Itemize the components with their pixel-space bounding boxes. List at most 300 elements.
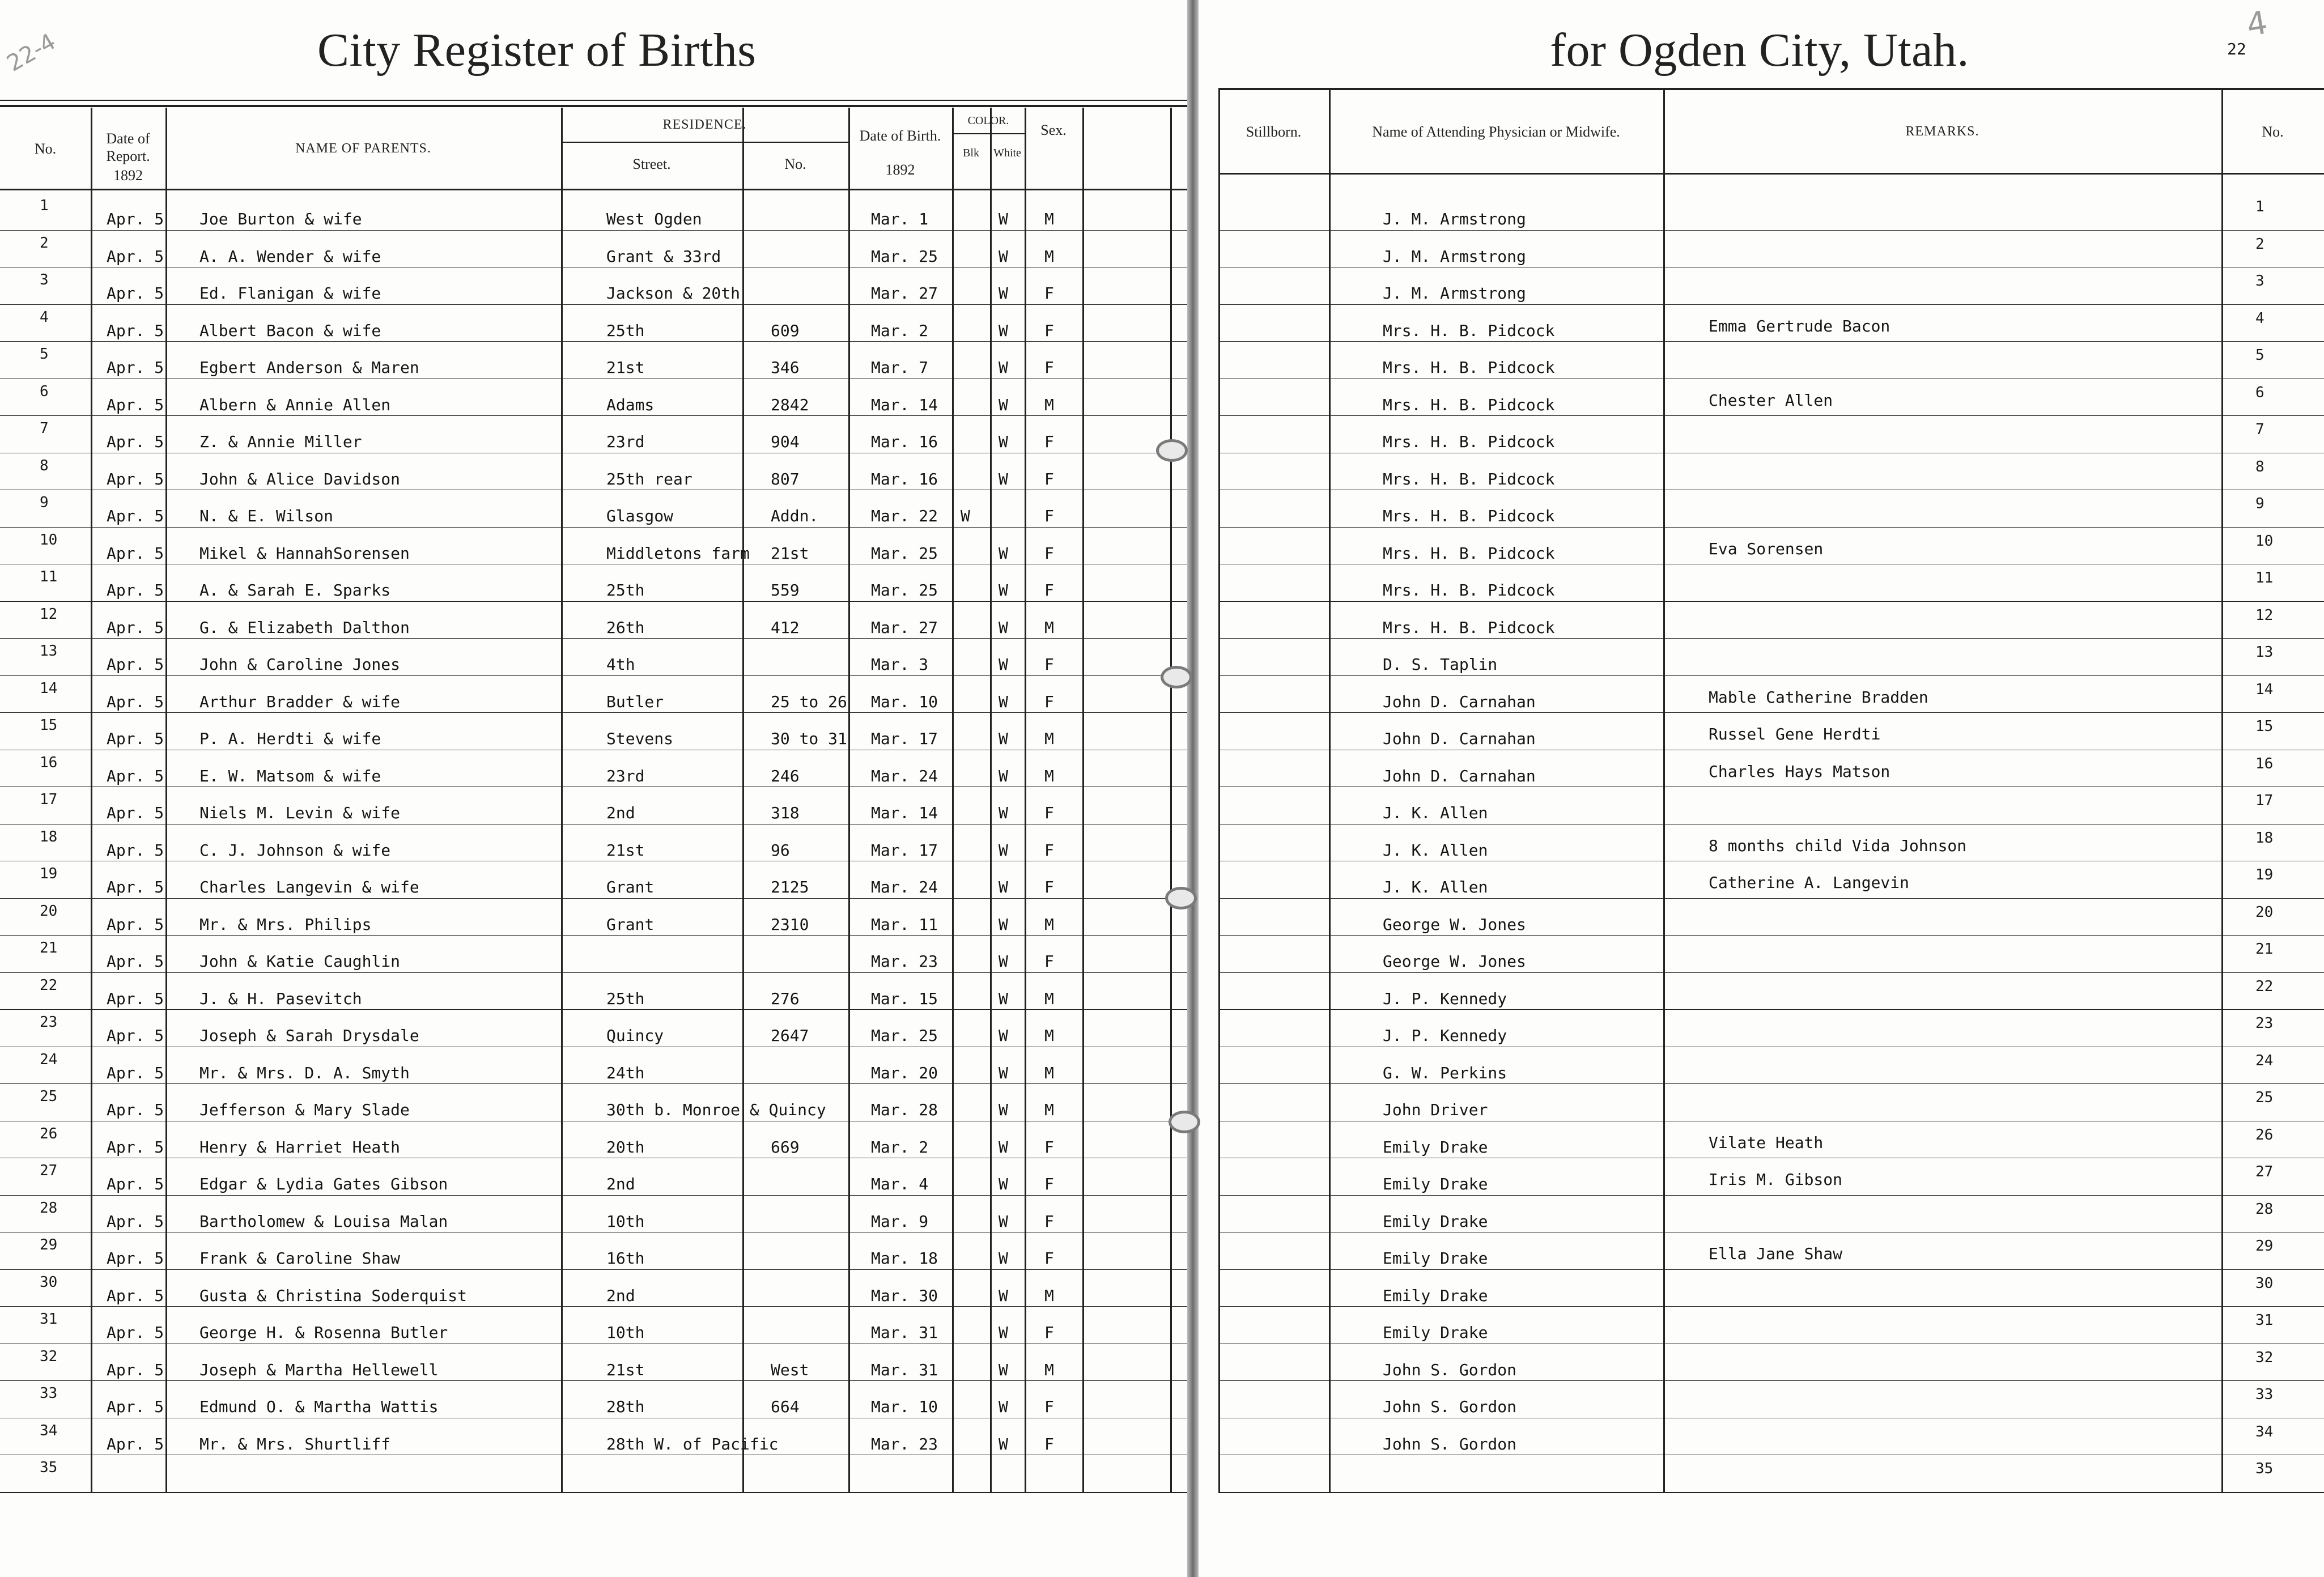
attending-physician: George W. Jones bbox=[1383, 952, 1526, 971]
row-rule bbox=[0, 230, 1187, 231]
birth-date: Mar. 31 bbox=[871, 1323, 938, 1342]
remarks: Chester Allen bbox=[1709, 390, 1833, 410]
entry-number-right: 10 bbox=[2255, 532, 2274, 550]
attending-physician: John S. Gordon bbox=[1383, 1360, 1517, 1379]
report-date: Apr. 5 bbox=[107, 1249, 164, 1268]
parents-name: N. & E. Wilson bbox=[199, 507, 334, 525]
entry-number: 33 bbox=[40, 1385, 58, 1402]
attending-physician: Emily Drake bbox=[1383, 1212, 1488, 1231]
residence-street: 21st bbox=[606, 840, 645, 860]
residence-street: 30th b. Monroe & Quincy bbox=[606, 1100, 826, 1119]
parents-name: George H. & Rosenna Butler bbox=[199, 1323, 448, 1342]
birth-date: Mar. 25 bbox=[871, 581, 938, 600]
row-rule bbox=[0, 1009, 1187, 1010]
parents-name: Albern & Annie Allen bbox=[199, 395, 391, 414]
attending-physician: J. P. Kennedy bbox=[1383, 1026, 1507, 1045]
entry-number-right: 11 bbox=[2255, 569, 2274, 586]
row-rule bbox=[1218, 1009, 2324, 1010]
entry-number-right: 30 bbox=[2255, 1274, 2274, 1292]
entry-number-right: 17 bbox=[2255, 792, 2274, 809]
attending-physician: J. M. Armstrong bbox=[1383, 210, 1526, 228]
color-white: W bbox=[999, 1026, 1008, 1045]
entry-number: 4 bbox=[40, 308, 49, 326]
page-number: 22 bbox=[2227, 40, 2246, 58]
color-white: W bbox=[999, 1137, 1008, 1157]
birth-date: Mar. 25 bbox=[871, 246, 938, 266]
birth-date: Mar. 27 bbox=[871, 618, 938, 637]
residence-number: 346 bbox=[771, 358, 800, 377]
register-title-continued: for Ogden City, Utah. bbox=[1550, 24, 1969, 76]
residence-street: 25th bbox=[606, 321, 645, 340]
entry-number: 11 bbox=[40, 568, 58, 585]
birth-date: Mar. 11 bbox=[871, 915, 938, 934]
sex: F bbox=[1044, 1137, 1054, 1157]
header-top-rule-thin bbox=[0, 100, 1187, 101]
entry-number: 13 bbox=[40, 643, 58, 660]
color-white: W bbox=[999, 432, 1008, 451]
sex: F bbox=[1044, 432, 1054, 451]
residence-number: 96 bbox=[771, 840, 790, 860]
sex: F bbox=[1044, 878, 1054, 896]
birth-date: Mar. 27 bbox=[871, 284, 938, 303]
entry-number-right: 16 bbox=[2255, 755, 2274, 772]
residence-street: 21st bbox=[606, 358, 645, 377]
report-date: Apr. 5 bbox=[107, 952, 164, 971]
remarks: Emma Gertrude Bacon bbox=[1709, 316, 1890, 335]
parents-name: Joe Burton & wife bbox=[199, 210, 362, 228]
row-rule bbox=[1218, 1269, 2324, 1270]
residence-street: Quincy bbox=[606, 1026, 664, 1045]
row-rule bbox=[0, 638, 1187, 639]
row-rule bbox=[1218, 341, 2324, 342]
residence-street: 25th rear bbox=[606, 469, 692, 488]
attending-physician: John D. Carnahan bbox=[1383, 692, 1536, 711]
parents-name: Mr. & Mrs. D. A. Smyth bbox=[199, 1063, 410, 1082]
report-date: Apr. 5 bbox=[107, 840, 164, 860]
header-color: COLOR. bbox=[967, 114, 1009, 127]
column-rule bbox=[1329, 90, 1331, 1492]
entry-number: 30 bbox=[40, 1273, 58, 1291]
entry-number-right: 24 bbox=[2255, 1052, 2274, 1069]
residence-street: Grant bbox=[606, 915, 655, 934]
entry-number: 29 bbox=[40, 1236, 58, 1253]
row-rule bbox=[0, 415, 1187, 416]
birth-date: Mar. 15 bbox=[871, 989, 938, 1008]
attending-physician: Mrs. H. B. Pidcock bbox=[1383, 507, 1555, 525]
attending-physician: Emily Drake bbox=[1383, 1249, 1488, 1268]
residence-street: 24th bbox=[606, 1063, 645, 1082]
parents-name: John & Katie Caughlin bbox=[199, 952, 401, 971]
row-rule bbox=[1218, 638, 2324, 639]
color-white: W bbox=[999, 618, 1008, 637]
residence-street: 16th bbox=[606, 1249, 645, 1268]
row-rule bbox=[1218, 415, 2324, 416]
sex: F bbox=[1044, 1212, 1054, 1231]
header-date-of-birth: Date of Birth. bbox=[859, 127, 941, 144]
residence-number: 30 to 31 bbox=[771, 729, 847, 748]
header-residence: RESIDENCE. bbox=[662, 117, 747, 132]
sex: F bbox=[1044, 543, 1054, 563]
report-date: Apr. 5 bbox=[107, 655, 164, 674]
header-report-year: 1892 bbox=[113, 167, 143, 184]
header-top-rule bbox=[0, 105, 1187, 107]
birth-date: Mar. 2 bbox=[871, 1137, 929, 1157]
entry-number-right: 6 bbox=[2255, 384, 2264, 401]
remarks: Eva Sorensen bbox=[1709, 539, 1824, 558]
row-rule bbox=[0, 1269, 1187, 1270]
color-white: W bbox=[999, 1434, 1008, 1453]
residence-street: 23rd bbox=[606, 766, 645, 785]
sex: F bbox=[1044, 655, 1054, 674]
binder-ring bbox=[1165, 887, 1197, 909]
birth-date: Mar. 3 bbox=[871, 655, 929, 674]
attending-physician: Mrs. H. B. Pidcock bbox=[1383, 618, 1555, 637]
color-white: W bbox=[999, 246, 1008, 266]
residence-street: 23rd bbox=[606, 432, 645, 451]
color-white: W bbox=[999, 692, 1008, 711]
birth-date: Mar. 24 bbox=[871, 766, 938, 785]
color-white: W bbox=[999, 581, 1008, 600]
color-white: W bbox=[999, 1360, 1008, 1379]
entry-number-right: 25 bbox=[2255, 1089, 2274, 1106]
sex: M bbox=[1044, 1360, 1054, 1379]
birth-date: Mar. 18 bbox=[871, 1249, 938, 1268]
entry-number-right: 5 bbox=[2255, 347, 2264, 364]
row-rule bbox=[1218, 972, 2324, 973]
report-date: Apr. 5 bbox=[107, 284, 164, 303]
color-white: W bbox=[999, 729, 1008, 748]
header-sex: Sex. bbox=[1040, 122, 1067, 139]
header-no: No. bbox=[34, 140, 57, 157]
entry-number-right: 21 bbox=[2255, 941, 2274, 958]
entry-number-right: 13 bbox=[2255, 644, 2274, 661]
birth-date: Mar. 25 bbox=[871, 543, 938, 563]
report-date: Apr. 5 bbox=[107, 507, 164, 525]
row-rule bbox=[0, 675, 1187, 676]
row-rule bbox=[1218, 675, 2324, 676]
parents-name: P. A. Herdti & wife bbox=[199, 729, 381, 748]
header-stillborn: Stillborn. bbox=[1246, 123, 1302, 140]
sex: M bbox=[1044, 246, 1054, 266]
sex: M bbox=[1044, 210, 1054, 228]
attending-physician: Mrs. H. B. Pidcock bbox=[1383, 395, 1555, 414]
parents-name: Henry & Harriet Heath bbox=[199, 1137, 401, 1157]
entry-number-right: 20 bbox=[2255, 903, 2274, 921]
report-date: Apr. 5 bbox=[107, 469, 164, 488]
residence-number: Addn. bbox=[771, 507, 819, 525]
entry-number-right: 7 bbox=[2255, 421, 2264, 438]
sex: M bbox=[1044, 1026, 1054, 1045]
parents-name: A. & Sarah E. Sparks bbox=[199, 581, 391, 600]
report-date: Apr. 5 bbox=[107, 1026, 164, 1045]
residence-number: 609 bbox=[771, 321, 800, 340]
row-rule bbox=[0, 1306, 1187, 1307]
entry-number-right: 29 bbox=[2255, 1238, 2274, 1255]
attending-physician: Emily Drake bbox=[1383, 1323, 1488, 1342]
attending-physician: Mrs. H. B. Pidcock bbox=[1383, 432, 1555, 451]
report-date: Apr. 5 bbox=[107, 692, 164, 711]
report-date: Apr. 5 bbox=[107, 1286, 164, 1305]
attending-physician: Mrs. H. B. Pidcock bbox=[1383, 581, 1555, 600]
header-bottom-rule bbox=[1218, 173, 2324, 175]
color-white: W bbox=[999, 210, 1008, 228]
row-rule bbox=[1218, 1306, 2324, 1307]
row-rule bbox=[0, 601, 1187, 602]
entry-number: 5 bbox=[40, 346, 49, 363]
column-rule bbox=[1082, 108, 1084, 1492]
residence-street: West Ogden bbox=[606, 210, 702, 228]
entry-number-right: 1 bbox=[2255, 198, 2264, 215]
residence-street: 25th bbox=[606, 581, 645, 600]
binder-ring bbox=[1161, 666, 1192, 688]
attending-physician: Emily Drake bbox=[1383, 1137, 1488, 1157]
row-rule bbox=[1218, 712, 2324, 713]
color-white: W bbox=[999, 1249, 1008, 1268]
parents-name: John & Alice Davidson bbox=[199, 469, 401, 488]
row-rule bbox=[1218, 1083, 2324, 1084]
remarks: Russel Gene Herdti bbox=[1709, 725, 1881, 743]
residence-street: 10th bbox=[606, 1212, 645, 1231]
entry-number: 7 bbox=[40, 420, 49, 437]
residence-number: 904 bbox=[771, 432, 800, 451]
entry-number-right: 3 bbox=[2255, 273, 2264, 290]
attending-physician: J. P. Kennedy bbox=[1383, 989, 1507, 1008]
residence-number: 807 bbox=[771, 469, 800, 488]
sex: M bbox=[1044, 1286, 1054, 1305]
residence-street: Glasgow bbox=[606, 507, 674, 525]
pencil-note-left: 22-4 bbox=[2, 28, 61, 77]
row-rule bbox=[0, 1380, 1187, 1381]
residence-number: 412 bbox=[771, 618, 800, 637]
sex: F bbox=[1044, 581, 1054, 600]
residence-street: Adams bbox=[606, 395, 655, 414]
birth-date: Mar. 2 bbox=[871, 321, 929, 340]
attending-physician: G. W. Perkins bbox=[1383, 1063, 1507, 1082]
sex: M bbox=[1044, 1063, 1054, 1082]
residence-street: Middletons farm bbox=[606, 543, 750, 563]
row-rule bbox=[1218, 230, 2324, 231]
residence-street: 2nd bbox=[606, 804, 635, 822]
parents-name: E. W. Matsom & wife bbox=[199, 766, 381, 785]
report-date: Apr. 5 bbox=[107, 1137, 164, 1157]
entry-number: 10 bbox=[40, 531, 58, 549]
color-white: W bbox=[999, 1175, 1008, 1193]
birth-date: Mar. 24 bbox=[871, 878, 938, 896]
entry-number: 35 bbox=[40, 1459, 58, 1476]
report-date: Apr. 5 bbox=[107, 618, 164, 637]
parents-name: J. & H. Pasevitch bbox=[199, 989, 362, 1008]
column-rule bbox=[1025, 108, 1026, 1492]
color-white: W bbox=[999, 1100, 1008, 1119]
entry-number-right: 33 bbox=[2255, 1386, 2274, 1403]
row-rule bbox=[0, 898, 1187, 899]
color-white: W bbox=[999, 543, 1008, 563]
report-date: Apr. 5 bbox=[107, 1360, 164, 1379]
residence-street: 28th W. of Pacific bbox=[606, 1434, 779, 1453]
report-date: Apr. 5 bbox=[107, 1434, 164, 1453]
attending-physician: Mrs. H. B. Pidcock bbox=[1383, 469, 1555, 488]
row-rule bbox=[1218, 601, 2324, 602]
entry-number: 21 bbox=[40, 940, 58, 957]
entry-number: 2 bbox=[40, 234, 49, 252]
parents-name: Z. & Annie Miller bbox=[199, 432, 362, 451]
birth-date: Mar. 28 bbox=[871, 1100, 938, 1119]
residence-street: 4th bbox=[606, 655, 635, 674]
attending-physician: George W. Jones bbox=[1383, 915, 1526, 934]
birth-date: Mar. 16 bbox=[871, 432, 938, 451]
birth-date: Mar. 4 bbox=[871, 1175, 929, 1193]
entry-number: 20 bbox=[40, 902, 58, 920]
parents-name: Edgar & Lydia Gates Gibson bbox=[199, 1175, 448, 1193]
remarks: Vilate Heath bbox=[1709, 1133, 1824, 1152]
residence-street: 21st bbox=[606, 1360, 645, 1379]
attending-physician: John D. Carnahan bbox=[1383, 766, 1536, 785]
attending-physician: J. M. Armstrong bbox=[1383, 246, 1526, 266]
color-white: W bbox=[999, 1323, 1008, 1342]
report-date: Apr. 5 bbox=[107, 581, 164, 600]
report-date: Apr. 5 bbox=[107, 358, 164, 377]
entry-number-right: 31 bbox=[2255, 1312, 2274, 1329]
residence-street: 10th bbox=[606, 1323, 645, 1342]
sex: F bbox=[1044, 507, 1054, 525]
entry-number-right: 4 bbox=[2255, 309, 2264, 327]
remarks: Mable Catherine Bradden bbox=[1709, 687, 1928, 707]
attending-physician: J. M. Armstrong bbox=[1383, 284, 1526, 303]
header-residence-no: No. bbox=[784, 156, 806, 173]
parents-name: Bartholomew & Louisa Malan bbox=[199, 1212, 448, 1231]
birth-date: Mar. 7 bbox=[871, 358, 929, 377]
column-rule bbox=[990, 108, 992, 1492]
color-white: W bbox=[999, 915, 1008, 934]
birth-date: Mar. 25 bbox=[871, 1026, 938, 1045]
binder-ring bbox=[1169, 1111, 1200, 1133]
residence-number: 664 bbox=[771, 1397, 800, 1416]
sex: M bbox=[1044, 989, 1054, 1008]
sex: F bbox=[1044, 1175, 1054, 1193]
remarks: Charles Hays Matson bbox=[1709, 762, 1890, 781]
birth-date: Mar. 16 bbox=[871, 469, 938, 488]
column-rule bbox=[952, 108, 954, 1492]
remarks: Ella Jane Shaw bbox=[1709, 1244, 1843, 1263]
sex: M bbox=[1044, 729, 1054, 748]
entry-number: 24 bbox=[40, 1051, 58, 1068]
sex: F bbox=[1044, 1249, 1054, 1268]
birth-date: Mar. 1 bbox=[871, 210, 929, 228]
report-date: Apr. 5 bbox=[107, 1100, 164, 1119]
parents-name: Mr. & Mrs. Shurtliff bbox=[199, 1434, 391, 1453]
entry-number-right: 18 bbox=[2255, 829, 2274, 847]
parents-name: Charles Langevin & wife bbox=[199, 878, 419, 896]
remarks: Iris M. Gibson bbox=[1709, 1170, 1843, 1189]
color-white: W bbox=[999, 840, 1008, 860]
residence-number: 246 bbox=[771, 766, 800, 785]
attending-physician: J. K. Allen bbox=[1383, 804, 1488, 822]
column-rule bbox=[1170, 108, 1172, 1492]
entry-number: 8 bbox=[40, 457, 49, 474]
entry-number-right: 19 bbox=[2255, 866, 2274, 883]
remarks: Catherine A. Langevin bbox=[1709, 873, 1910, 892]
pencil-note-right: 4 bbox=[2244, 4, 2271, 44]
header-remarks: REMARKS. bbox=[1905, 124, 1979, 139]
parents-name: C. J. Johnson & wife bbox=[199, 840, 391, 860]
column-rule bbox=[1218, 90, 1220, 1492]
residence-street: 28th bbox=[606, 1397, 645, 1416]
column-rule bbox=[91, 108, 92, 1492]
entry-number: 1 bbox=[40, 197, 49, 214]
header-top-rule bbox=[1218, 88, 2324, 90]
color-white: W bbox=[999, 766, 1008, 785]
attending-physician: D. S. Taplin bbox=[1383, 655, 1498, 674]
residence-number: 2647 bbox=[771, 1026, 809, 1045]
row-rule bbox=[0, 304, 1187, 305]
birth-date: Mar. 30 bbox=[871, 1286, 938, 1305]
row-rule bbox=[1218, 304, 2324, 305]
parents-name: Joseph & Sarah Drysdale bbox=[199, 1026, 419, 1045]
birth-date: Mar. 23 bbox=[871, 1434, 938, 1453]
residence-number: 669 bbox=[771, 1137, 800, 1157]
color-blk: W bbox=[961, 507, 970, 525]
entry-number-right: 26 bbox=[2255, 1126, 2274, 1144]
entry-number: 15 bbox=[40, 717, 58, 734]
sex: F bbox=[1044, 284, 1054, 303]
entry-number-right: 2 bbox=[2255, 235, 2264, 253]
residence-street: 26th bbox=[606, 618, 645, 637]
birth-date: Mar. 10 bbox=[871, 692, 938, 711]
report-date: Apr. 5 bbox=[107, 766, 164, 785]
residence-street: 2nd bbox=[606, 1286, 635, 1305]
row-rule bbox=[0, 1195, 1187, 1196]
entry-number-right: 23 bbox=[2255, 1015, 2274, 1032]
color-split-rule bbox=[952, 133, 1025, 134]
report-date: Apr. 5 bbox=[107, 1323, 164, 1342]
entry-number: 31 bbox=[40, 1311, 58, 1328]
report-date: Apr. 5 bbox=[107, 1212, 164, 1231]
parents-name: Frank & Caroline Shaw bbox=[199, 1249, 401, 1268]
entry-number-right: 35 bbox=[2255, 1460, 2274, 1477]
residence-number: 25 to 26 bbox=[771, 692, 847, 711]
row-rule bbox=[1218, 1380, 2324, 1381]
birth-date: Mar. 17 bbox=[871, 729, 938, 748]
parents-name: Jefferson & Mary Slade bbox=[199, 1100, 410, 1119]
attending-physician: John S. Gordon bbox=[1383, 1434, 1517, 1453]
column-rule bbox=[165, 108, 167, 1492]
parents-name: G. & Elizabeth Dalthon bbox=[199, 618, 410, 637]
sex: F bbox=[1044, 952, 1054, 971]
birth-date: Mar. 9 bbox=[871, 1212, 929, 1231]
residence-street: Grant bbox=[606, 878, 655, 896]
header-no-right: No. bbox=[2262, 123, 2284, 140]
column-rule bbox=[2221, 90, 2223, 1492]
row-rule bbox=[0, 712, 1187, 713]
residence-number: 2842 bbox=[771, 395, 809, 414]
entry-number: 16 bbox=[40, 754, 58, 771]
entry-number: 9 bbox=[40, 494, 49, 511]
color-white: W bbox=[999, 395, 1008, 414]
parents-name: Arthur Bradder & wife bbox=[199, 692, 401, 711]
color-white: W bbox=[999, 952, 1008, 971]
row-rule bbox=[0, 935, 1187, 936]
birth-date: Mar. 17 bbox=[871, 840, 938, 860]
report-date: Apr. 5 bbox=[107, 246, 164, 266]
row-rule bbox=[1218, 935, 2324, 936]
report-date: Apr. 5 bbox=[107, 878, 164, 896]
report-date: Apr. 5 bbox=[107, 1175, 164, 1193]
residence-number: 559 bbox=[771, 581, 800, 600]
birth-date: Mar. 20 bbox=[871, 1063, 938, 1082]
entry-number: 6 bbox=[40, 382, 49, 400]
entry-number-right: 28 bbox=[2255, 1200, 2274, 1218]
sex: M bbox=[1044, 395, 1054, 414]
